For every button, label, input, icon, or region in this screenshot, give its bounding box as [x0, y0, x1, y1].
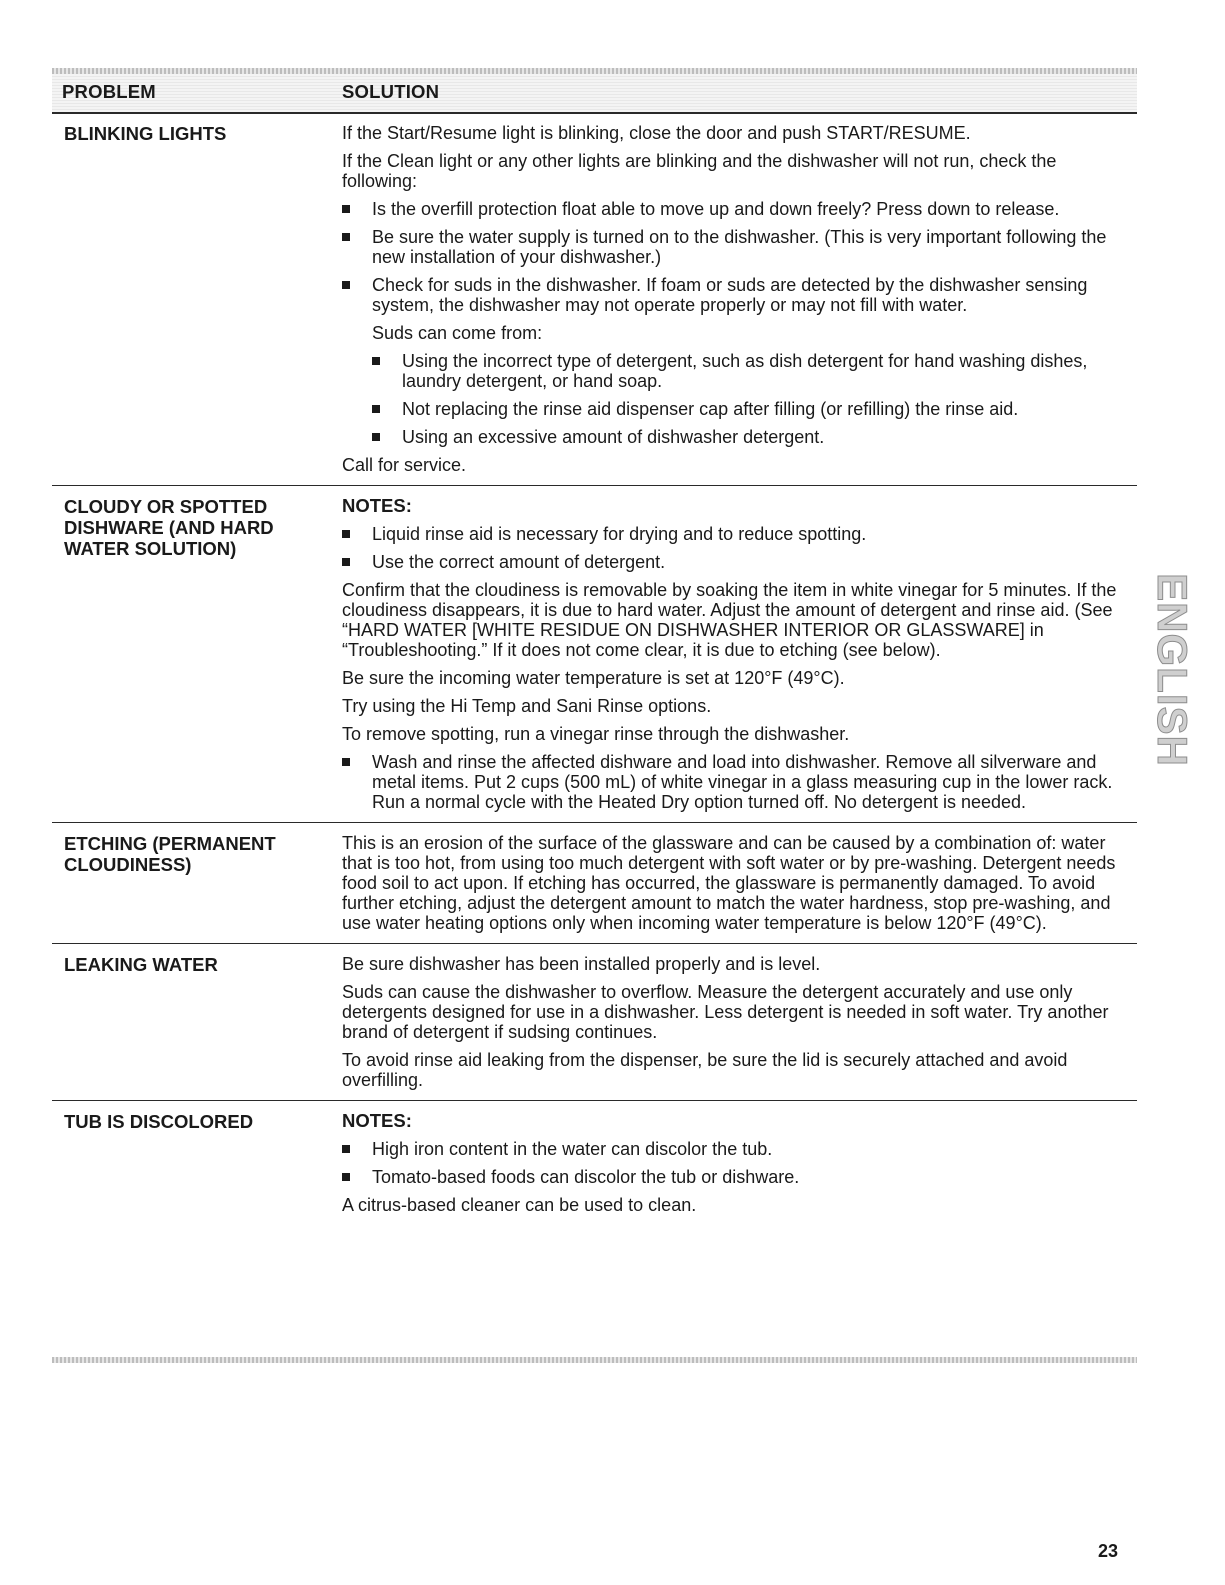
list-item — [342, 1167, 1129, 1187]
solution-text: A citrus-based cleaner can be used to clean. — [342, 1195, 697, 1215]
list-item-text: Is the overfill protection float able to move up and down freely? Press down to release. — [372, 199, 1060, 219]
list-item-text: Tomato-based foods can discolor the tub or dishware. — [372, 1167, 800, 1187]
page-number: 23 — [1098, 1541, 1119, 1561]
notes-heading: NOTES: — [342, 495, 412, 516]
solution-text: Call for service. — [342, 455, 467, 475]
list-item — [372, 427, 1129, 447]
list-item-note: Suds can come from: — [372, 323, 543, 343]
list-item-text: Be sure the water supply is turned on to the dishwasher. (This is very important following the new installation of your dishwasher.) — [372, 227, 1107, 267]
list-item — [372, 399, 1129, 419]
solution-column-header: SOLUTION — [342, 81, 440, 102]
bullet-list — [342, 524, 1129, 572]
bullet-list — [342, 1139, 1129, 1187]
header-pattern-band — [52, 68, 1137, 74]
table-row — [52, 823, 1137, 944]
solution-text: To avoid rinse aid leaking from the dispenser, be sure the lid is securely attached and avoid overfilling. — [342, 1050, 1068, 1090]
table-header — [52, 68, 1137, 114]
troubleshooting-table — [52, 68, 1137, 1225]
solution-text: Be sure the incoming water temperature is set at 120°F (49°C). — [342, 668, 845, 688]
problem-cell: LEAKING WATER — [64, 954, 218, 975]
list-item — [372, 351, 1129, 391]
list-item-text: Wash and rinse the affected dishware and load into dishwasher. Remove all silverware and metal items. Put 2 cups (500 mL) of white vinegar in a glass measuring cup in the lower rack. Run a normal cycle with the Heated Dry option turned off. No detergent is needed. — [372, 752, 1113, 812]
language-side-tab — [1150, 565, 1194, 775]
list-item-text: Use the correct amount of detergent. — [372, 552, 666, 572]
solution-text: This is an erosion of the surface of the glassware and can be caused by a combination of: water that is too hot, from using too much detergent with soft water or by pre-washing. Detergent needs food soil to act upon. If etching has occurred, the glassware is permanently damaged. To avoid further etching, adjust the detergent amount to match the water hardness, stop pre-washing, and use water heating options only when incoming water temperature is below 120°F (49°C). — [342, 833, 1116, 933]
solution-text: Be sure dishwasher has been installed properly and is level. — [342, 954, 821, 974]
problem-cell: ETCHING (PERMANENT CLOUDINESS) — [64, 833, 276, 875]
table-row — [52, 1101, 1137, 1225]
solution-cell — [342, 1111, 1137, 1215]
list-item-text: Liquid rinse aid is necessary for drying and to reduce spotting. — [372, 524, 867, 544]
solution-cell — [342, 833, 1137, 933]
list-item — [342, 1139, 1129, 1159]
list-item-text: Using the incorrect type of detergent, such as dish detergent for hand washing dishes, laundry detergent, or hand soap. — [402, 351, 1088, 391]
solution-cell — [342, 954, 1137, 1090]
sub-bullet-list — [372, 351, 1129, 447]
problem-cell: CLOUDY OR SPOTTED DISHWARE (AND HARD WATER SOLUTION) — [64, 496, 274, 559]
list-item — [342, 275, 1129, 447]
list-item-text: Check for suds in the dishwasher. If foam or suds are detected by the dishwasher sensing system, the dishwasher may not operate properly or may not fill with water. — [372, 275, 1088, 315]
solution-text: To remove spotting, run a vinegar rinse through the dishwasher. — [342, 724, 850, 744]
list-item — [342, 752, 1129, 812]
problem-cell: BLINKING LIGHTS — [64, 123, 227, 144]
solution-text: Try using the Hi Temp and Sani Rinse options. — [342, 696, 712, 716]
problem-column-header: PROBLEM — [62, 81, 156, 102]
problem-cell: TUB IS DISCOLORED — [64, 1111, 254, 1132]
solution-text: Suds can cause the dishwasher to overflow. Measure the detergent accurately and use only detergents designed for use in a dishwasher. Less detergent is needed in soft water. Try another brand of detergent if sudsing continues. — [342, 982, 1109, 1042]
language-label: ENGLISH — [1149, 573, 1196, 767]
list-item-text: Using an excessive amount of dishwasher detergent. — [402, 427, 825, 447]
table-row — [52, 486, 1137, 823]
list-item-text: High iron content in the water can discolor the tub. — [372, 1139, 773, 1159]
list-item — [342, 227, 1129, 267]
solution-text: Confirm that the cloudiness is removable by soaking the item in white vinegar for 5 minutes. If the cloudiness disappears, it is due to hard water. Adjust the amount of detergent and rinse aid. (See “HARD WATER [WHITE RESIDUE ON DISHWASHER INTERIOR OR GLASSWARE] in “Troubleshooting.” If it does not come clear, it is due to etching (see below). — [342, 580, 1117, 660]
list-item — [342, 199, 1129, 219]
bullet-list — [342, 199, 1129, 447]
list-item — [342, 552, 1129, 572]
table-row — [52, 944, 1137, 1101]
table-row — [52, 114, 1137, 486]
solution-cell — [342, 496, 1137, 812]
solution-cell — [342, 123, 1137, 475]
list-item-text: Not replacing the rinse aid dispenser cap after filling (or refilling) the rinse aid. — [402, 399, 1019, 419]
list-item — [342, 524, 1129, 544]
bullet-list — [342, 752, 1129, 812]
solution-text: If the Clean light or any other lights are blinking and the dishwasher will not run, check the following: — [342, 151, 1057, 191]
notes-heading: NOTES: — [342, 1110, 412, 1131]
solution-text: If the Start/Resume light is blinking, close the door and push START/RESUME. — [342, 123, 971, 143]
footer-pattern-band — [52, 1357, 1137, 1363]
